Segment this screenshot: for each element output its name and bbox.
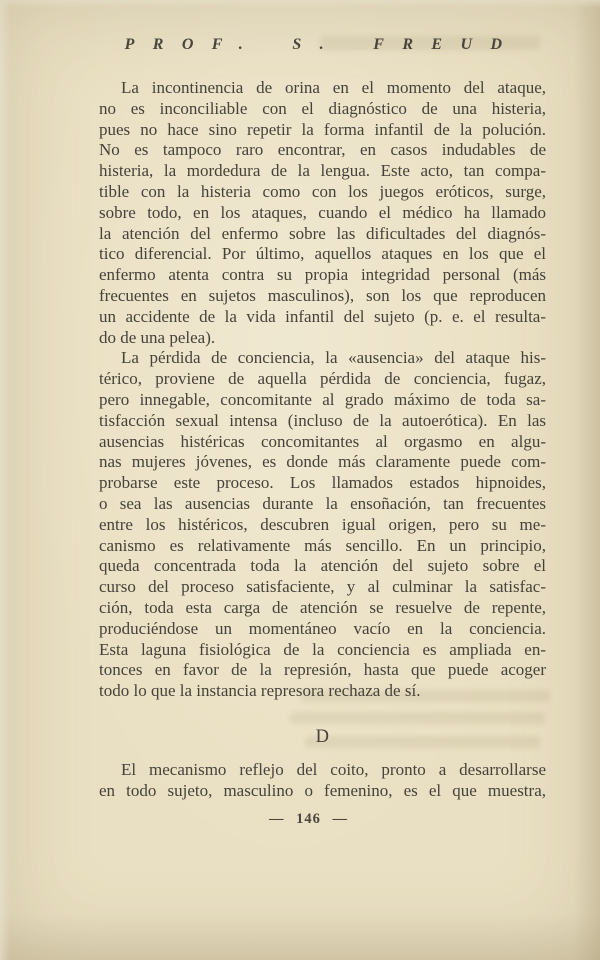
text-line: pero innegable, concomitante al grado máximo de toda sa- xyxy=(99,389,546,409)
text-line: enfermo atenta contra su propia integridad personal (más xyxy=(99,265,546,285)
text-line: pues no hace sino repetir la forma infantil de la polución. xyxy=(99,119,546,139)
text-line: do de una pelea). xyxy=(99,327,216,347)
text-line: La incontinencia de orina en el momento del ataque, xyxy=(121,78,546,97)
text-line: No es tampoco raro encontrar, en casos indudables de xyxy=(99,140,546,160)
paragraph xyxy=(99,760,546,802)
text-line: o sea las ausencias durante la ensoñación, tan frecuentes xyxy=(99,493,546,513)
text-line: ausencias histéricas concomitantes al orgasmo en algu- xyxy=(99,431,546,451)
text-line: sobre todo, en los ataques, cuando el médico ha llamado xyxy=(99,202,546,222)
text-line: tible con la histeria como con los juegos eróticos, surge, xyxy=(99,181,546,201)
text-line: entre los histéricos, descubren igual origen, pero su me- xyxy=(99,514,546,534)
text-line: tonces en favor de la represión, hasta que puede acoger xyxy=(99,660,546,680)
text-line: Esta laguna fisiológica de la conciencia es ampliada en- xyxy=(99,639,546,659)
text-line: El mecanismo reflejo del coito, pronto a desarrollarse xyxy=(121,759,546,779)
paragraph xyxy=(99,78,546,348)
running-header: PROF. S. FREUD xyxy=(124,36,521,53)
page-number: — 146 — xyxy=(269,810,348,827)
body-text-upper xyxy=(99,78,546,702)
text-line: térico, proviene de aquella pérdida de conciencia, fugaz, xyxy=(99,369,546,389)
text-column xyxy=(99,78,546,829)
body-text-lower xyxy=(99,760,546,802)
text-line: histeria, la mordedura de la lengua. Este acto, tan compa- xyxy=(99,161,546,181)
text-line: la atención del enfermo sobre las dificultades del diagnós- xyxy=(99,223,546,243)
text-line: todo lo que la instancia represora rechaza de sí. xyxy=(99,681,421,701)
text-line: canismo es relativamente más sencillo. En un principio, xyxy=(99,535,546,555)
text-line: produciéndose un momentáneo vacío en la conciencia. xyxy=(99,618,546,638)
text-line: un accidente de la vida infantil del sujeto (p. e. el resulta- xyxy=(99,306,546,326)
text-line: ción, toda esta carga de atención se resuelve de repente, xyxy=(99,597,546,617)
text-line: frecuentes en sujetos masculinos), son los que reproducen xyxy=(99,285,546,305)
text-line: nas mujeres jóvenes, es donde más claramente puede com- xyxy=(99,452,546,472)
section-heading: D xyxy=(315,726,330,747)
text-line: La pérdida de conciencia, la «ausencia» del ataque his- xyxy=(121,348,546,368)
text-line: tico diferencial. Por último, aquellos ataques en los que el xyxy=(99,244,546,264)
text-line: tisfacción sexual intensa (incluso de la autoerótica). En las xyxy=(99,410,546,430)
paragraph xyxy=(99,348,546,702)
text-line: en todo sujeto, masculino o femenino, es el que muestra, xyxy=(99,780,546,800)
text-line: curso del proceso satisfaciente, y al culminar la satisfac- xyxy=(99,577,546,597)
text-line: queda concentrada toda la atención del sujeto sobre el xyxy=(99,556,546,576)
text-line: probarse este proceso. Los llamados estados hipnoides, xyxy=(99,473,546,493)
text-line: no es inconciliable con el diagnóstico de una histeria, xyxy=(99,98,546,118)
